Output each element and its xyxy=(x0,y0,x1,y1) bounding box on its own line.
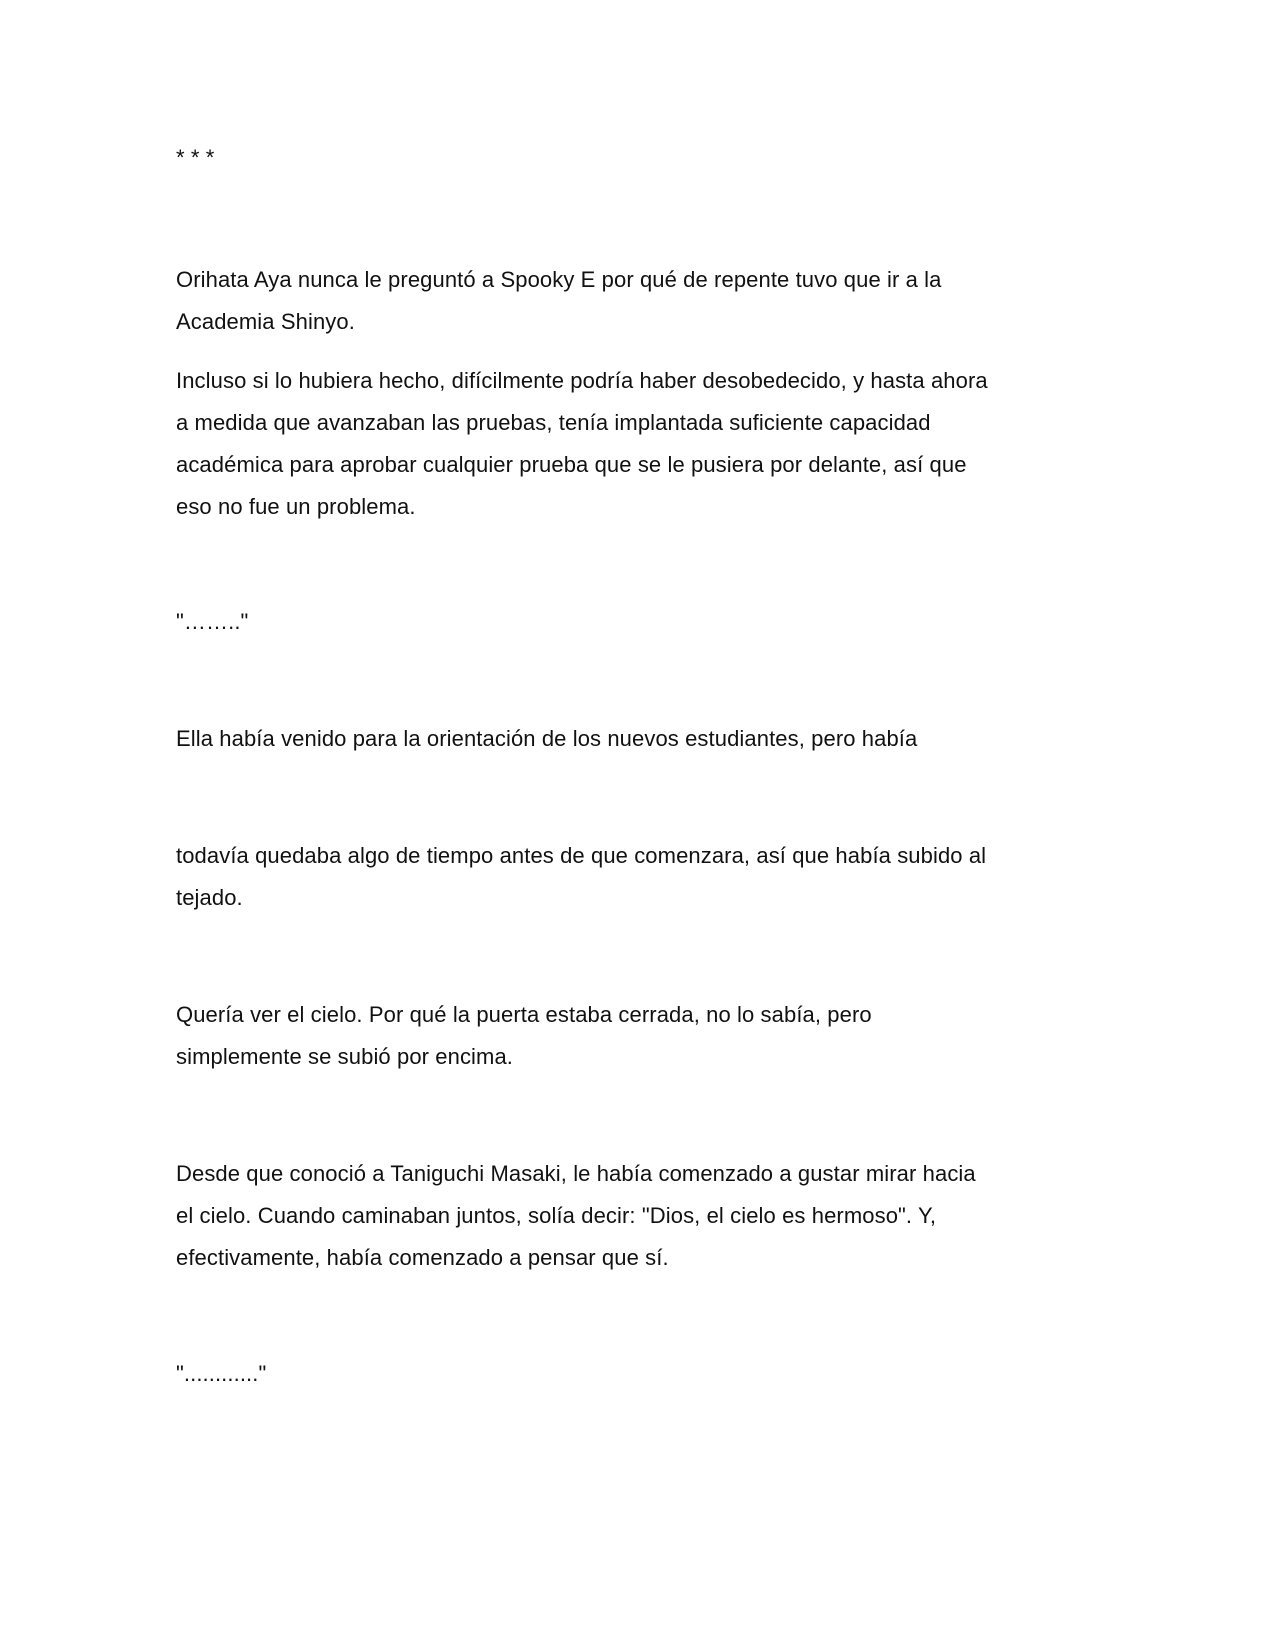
paragraph-3-line-1: Ella había venido para la orientación de los nuevos estudiantes, pero había xyxy=(176,726,918,751)
dialogue-ellipsis-2: "............" xyxy=(176,1361,267,1386)
paragraph-5-line-2: simplemente se subió por encima. xyxy=(176,1044,514,1069)
paragraph-4-line-1: todavía quedaba algo de tiempo antes de que comenzara, así que había subido al xyxy=(176,843,987,868)
section-separator: * * * xyxy=(176,145,215,170)
paragraph-1-line-1: Orihata Aya nunca le preguntó a Spooky E por qué de repente tuvo que ir a la xyxy=(176,267,942,292)
paragraph-4-line-2: tejado. xyxy=(176,885,243,910)
paragraph-2-line-4: eso no fue un problema. xyxy=(176,494,416,519)
paragraph-2-line-2: a medida que avanzaban las pruebas, tenía implantada suficiente capacidad xyxy=(176,410,931,435)
paragraph-6-line-2: el cielo. Cuando caminaban juntos, solía decir: "Dios, el cielo es hermoso". Y, xyxy=(176,1203,937,1228)
paragraph-5-line-1: Quería ver el cielo. Por qué la puerta estaba cerrada, no lo sabía, pero xyxy=(176,1002,872,1027)
paragraph-1-line-2: Academia Shinyo. xyxy=(176,309,355,334)
paragraph-6-line-3: efectivamente, había comenzado a pensar que sí. xyxy=(176,1245,669,1270)
paragraph-2-line-3: académica para aprobar cualquier prueba que se le pusiera por delante, así que xyxy=(176,452,967,477)
paragraph-6-line-1: Desde que conoció a Taniguchi Masaki, le había comenzado a gustar mirar hacia xyxy=(176,1161,976,1186)
paragraph-2-line-1: Incluso si lo hubiera hecho, difícilmente podría haber desobedecido, y hasta ahora xyxy=(176,368,988,393)
dialogue-ellipsis-1: "…….." xyxy=(176,609,249,634)
